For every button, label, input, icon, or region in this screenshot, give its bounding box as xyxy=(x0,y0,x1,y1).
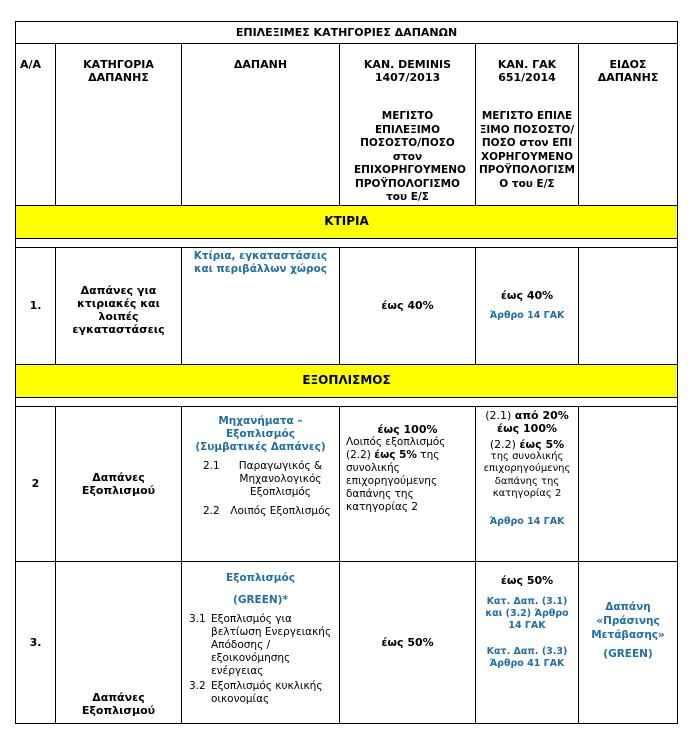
list-item-number: 3.1 xyxy=(189,612,206,625)
row2-gak-article: Άρθρο 14 ΓΑΚ xyxy=(489,515,565,527)
row2-deminis xyxy=(340,406,476,561)
row2-gak xyxy=(476,406,579,561)
row2-gak-b xyxy=(478,438,576,451)
row2-gak-a xyxy=(478,409,576,422)
row2-aa: 2 xyxy=(16,406,56,561)
row2-deminis-other: Λοιπός εξοπλισμός (2.2) xyxy=(346,435,446,461)
list-item-number: 2.2 xyxy=(203,504,220,517)
header-gak-subtitle: ΜΕΓΙΣΤΟ ΕΠΙΛΕΞΙΜΟ ΠΟΣΟΣΤΟ/ΠΟΣΟ στον ΕΠΙΧΟΡΗΓΟΥΜΕΝΟ ΠΡΟΫΠΟΛΟΓΙΣΜΟ του Ε/Σ xyxy=(479,110,575,190)
row3-type xyxy=(579,561,678,723)
header-deminis-title: ΚΑΝ. DEMINIS 1407/2013 xyxy=(363,58,452,84)
list-item xyxy=(189,680,336,706)
row3-category: Δαπάνες Εξοπλισμού xyxy=(56,561,182,723)
row2-gak-a-prefix: (2.1) xyxy=(485,408,512,422)
row2-expense-title: Μηχανήματα – Εξοπλισμός (Συμβατικές Δαπάνες) xyxy=(195,414,326,453)
row1-aa: 1. xyxy=(16,247,56,364)
list-item-text: Εξοπλισμός κυκλικής οικονομίας xyxy=(211,679,323,705)
row2-category: Δαπάνες Εξοπλισμού xyxy=(56,406,182,561)
row3-expense-title-a: Εξοπλισμός xyxy=(226,571,295,584)
row3-gak-cat-a: Κατ. Δαπ. (3.1) και (3.2) Άρθρο 14 ΓΑΚ xyxy=(485,595,569,631)
header-gak-title: ΚΑΝ. ΓΑΚ 651/2014 xyxy=(497,58,557,84)
table-row xyxy=(16,561,678,723)
list-item xyxy=(203,505,336,518)
row2-deminis-cap: έως 5% xyxy=(374,448,417,461)
header-deminis-subtitle: ΜΕΓΙΣΤΟ ΕΠΙΛΕΞΙΜΟ ΠΟΣΟΣΤΟ/ΠΟΣΟ στον ΕΠΙΧΟΡΗΓΟΥΜΕΝΟ ΠΡΟΫΠΟΛΟΓΙΣΜΟ του Ε/Σ xyxy=(354,110,466,203)
table-title: ΕΠΙΛΕΞΙΜΕΣ ΚΑΤΗΓΟΡΙΕΣ ΔΑΠΑΝΩΝ xyxy=(16,22,678,44)
table-row xyxy=(16,406,678,561)
row3-gak xyxy=(476,561,579,723)
row3-expense xyxy=(182,561,340,723)
header-aa: Α/Α xyxy=(16,44,56,206)
eligible-expenses-table xyxy=(15,21,678,724)
table-row xyxy=(16,247,678,364)
row2-gak-a-from: από 20% xyxy=(514,408,569,422)
row3-gak-cat-b: Κατ. Δαπ. (3.3) Άρθρο 41 ΓΑΚ xyxy=(486,645,568,669)
row2-deminis-detail xyxy=(346,436,469,514)
row3-type-green-transition: Δαπάνη «Πράσινης Μετάβασης» xyxy=(591,600,665,641)
list-item xyxy=(189,613,336,678)
row2-gak-b-text: της συνολικής επιχορηγούμενης δαπάνης της κατηγορίας 2 xyxy=(483,450,571,499)
section-equipment: ΕΞΟΠΛΙΣΜΟΣ xyxy=(16,364,678,397)
row2-deminis-main: έως 100% xyxy=(377,422,438,436)
list-item-text: Λοιπός Εξοπλισμός xyxy=(230,504,331,517)
row1-gak xyxy=(476,247,579,364)
row1-category: Δαπάνες για κτιριακές και λοιπές εγκαταστάσεις xyxy=(56,247,182,364)
row1-type xyxy=(579,247,678,364)
row2-expense xyxy=(182,406,340,561)
header-category: ΚΑΤΗΓΟΡΙΑ ΔΑΠΑΝΗΣ xyxy=(56,44,182,206)
section-buildings: ΚΤΙΡΙΑ xyxy=(16,205,678,238)
row3-expense-title-b: (GREEN)* xyxy=(233,593,288,606)
list-item-text: Εξοπλισμός για βελτίωση Ενεργειακής Απόδοσης /εξοικονόμησης ενέργειας xyxy=(211,612,332,677)
list-item-number: 2.1 xyxy=(203,459,220,472)
row2-type xyxy=(579,406,678,561)
list-item-number: 3.2 xyxy=(189,679,206,692)
row2-expense-list xyxy=(185,460,336,518)
row1-gak-article: Άρθρο 14 ΓΑΚ xyxy=(489,310,565,321)
list-item-text: Παραγωγικός & Μηχανολογικός Εξοπλισμός xyxy=(238,459,323,498)
header-gak xyxy=(476,44,579,206)
row3-gak-value: έως 50% xyxy=(500,573,554,587)
row2-deminis-text: της συνολικής επιχορηγούμενης δαπάνης της κατηγορίας 2 xyxy=(346,448,440,513)
row2-gak-b-prefix: (2.2) xyxy=(489,437,516,451)
row3-aa: 3. xyxy=(16,561,56,723)
row1-deminis: έως 40% xyxy=(340,247,476,364)
row3-type-green: (GREEN) xyxy=(603,647,653,660)
spacer xyxy=(16,397,678,406)
header-expense: ΔΑΠΑΝΗ xyxy=(182,44,340,206)
spacer xyxy=(16,238,678,247)
row2-gak-a-to: έως 100% xyxy=(496,421,558,435)
row2-gak-b-cap: έως 5% xyxy=(519,437,565,451)
row3-deminis: έως 50% xyxy=(340,561,476,723)
header-type: ΕΙΔΟΣ ΔΑΠΑΝΗΣ xyxy=(579,44,678,206)
row1-expense: Κτίρια, εγκαταστάσεις και περιβάλλων χώρος xyxy=(182,247,340,364)
row3-expense-list xyxy=(185,613,336,706)
header-deminis xyxy=(340,44,476,206)
row1-gak-value: έως 40% xyxy=(500,289,554,302)
list-item xyxy=(203,460,336,499)
